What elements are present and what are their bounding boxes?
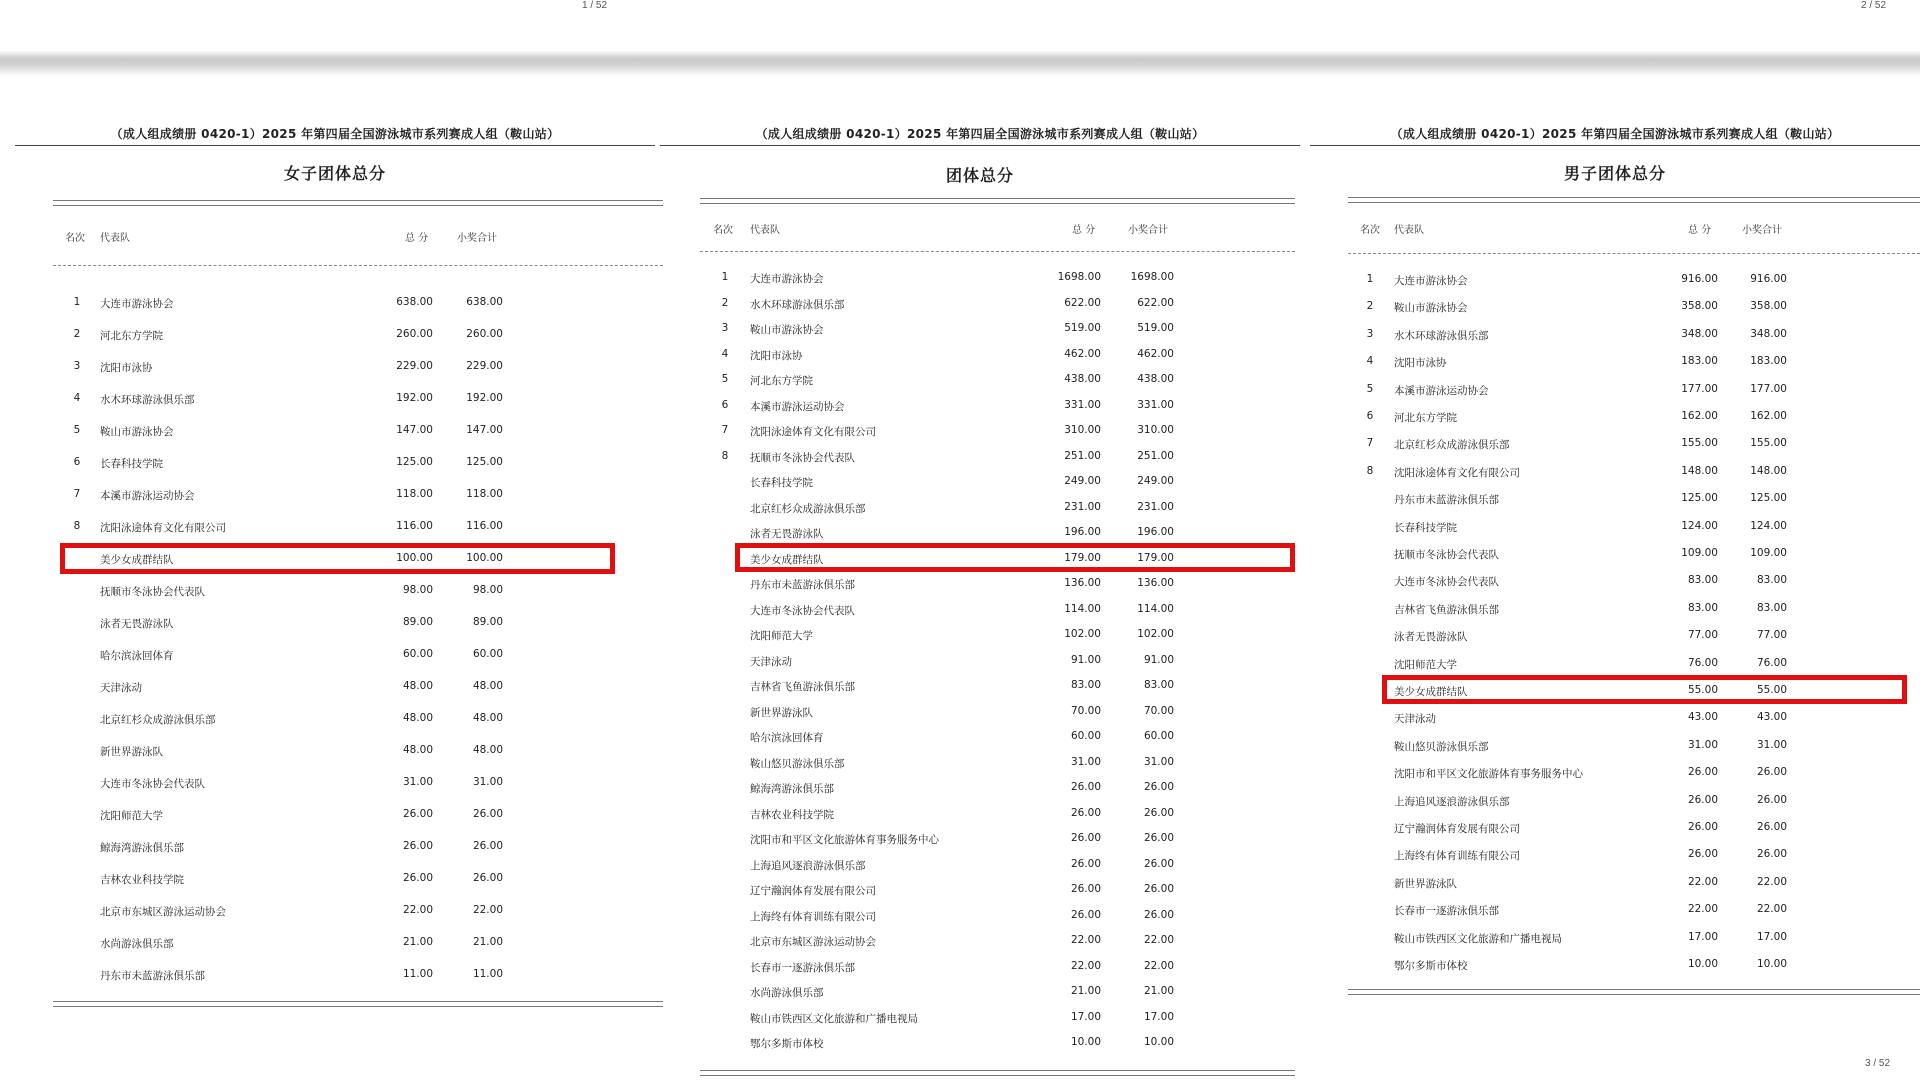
total-score-cell: 22.00 <box>1070 959 1101 972</box>
total-score-cell: 622.00 <box>1064 296 1101 309</box>
team-name-cell: 抚顺市冬泳协会代表队 <box>1394 549 1499 561</box>
total-score-cell: 76.00 <box>1687 656 1718 669</box>
total-score-cell: 22.00 <box>1070 934 1101 946</box>
team-name-cell: 水木环球游泳俱乐部 <box>1394 329 1489 342</box>
page-title: 团体总分 <box>945 166 1014 185</box>
subtotal-cell: 22.00 <box>472 904 503 916</box>
subtotal-cell: 125.00 <box>466 456 503 468</box>
page-number: 2 / 52 <box>1861 0 1887 11</box>
subtotal-cell: 1698.00 <box>1130 271 1174 283</box>
total-score-cell: 519.00 <box>1064 322 1101 334</box>
subtotal-cell: 83.00 <box>1756 601 1787 614</box>
rank-cell: 4 <box>73 392 81 404</box>
total-score-cell: 26.00 <box>402 840 433 852</box>
team-name-cell: 大连市冬泳协会代表队 <box>100 778 205 790</box>
subtotal-cell: 76.00 <box>1756 656 1787 669</box>
subtotal-cell: 231.00 <box>1137 500 1174 513</box>
total-score-cell: 310.00 <box>1064 424 1101 436</box>
subtotal-cell: 91.00 <box>1143 653 1174 666</box>
rank-cell: 8 <box>73 520 81 532</box>
team-name-cell: 沈阳师范大学 <box>750 630 813 642</box>
total-score-cell: 31.00 <box>402 776 433 788</box>
total-score-cell: 60.00 <box>1070 730 1101 742</box>
team-name-cell: 哈尔滨泳回体育 <box>750 732 824 744</box>
total-score-cell: 98.00 <box>402 584 433 596</box>
subtotal-cell: 260.00 <box>466 328 503 340</box>
team-name-cell: 泳者无畏游泳队 <box>1394 631 1468 644</box>
subtotal-cell: 55.00 <box>1756 684 1787 696</box>
subtotal-cell: 116.00 <box>466 520 503 532</box>
team-name-cell: 大连市冬泳协会代表队 <box>750 604 855 617</box>
total-score-cell: 118.00 <box>396 488 433 500</box>
total-score-cell: 183.00 <box>1681 355 1718 368</box>
subtotal-cell: 348.00 <box>1750 327 1787 340</box>
team-name-cell: 水尚游泳俱乐部 <box>750 987 824 999</box>
subtotal-cell: 196.00 <box>1137 526 1174 538</box>
team-name-cell: 鞍山市游泳协会 <box>750 324 824 336</box>
page-number: 1 / 52 <box>582 0 608 11</box>
total-score-cell: 1698.00 <box>1057 271 1101 283</box>
total-score-cell: 26.00 <box>1687 793 1718 806</box>
highlight-box <box>1382 675 1907 704</box>
total-score-cell: 116.00 <box>396 520 433 532</box>
team-name-cell: 沈阳泳途体育文化有限公司 <box>100 522 226 534</box>
page-overall-team-total <box>660 125 1300 1080</box>
team-name-cell: 丹东市未蓝游泳俱乐部 <box>1394 494 1499 507</box>
subtotal-cell: 251.00 <box>1137 449 1174 462</box>
total-score-cell: 125.00 <box>1681 492 1718 505</box>
team-name-cell: 天津泳动 <box>100 682 142 694</box>
page-number: 3 / 52 <box>1865 1058 1891 1069</box>
total-score-cell: 260.00 <box>396 328 433 340</box>
subtotal-cell: 26.00 <box>472 840 503 852</box>
total-score-cell: 358.00 <box>1681 300 1718 313</box>
subtotal-cell: 100.00 <box>466 552 503 564</box>
team-name-cell: 天津泳动 <box>1394 713 1436 726</box>
rank-cell: 5 <box>73 424 81 436</box>
rank-cell: 4 <box>721 347 729 360</box>
total-score-cell: 26.00 <box>1070 832 1101 844</box>
rank-cell: 1 <box>721 271 729 283</box>
team-name-cell: 沈阳市泳协 <box>100 362 153 374</box>
column-header-team: 代表队 <box>1394 225 1424 236</box>
subtotal-cell: 124.00 <box>1750 519 1787 532</box>
team-name-cell: 长春科技学院 <box>750 477 813 489</box>
rank-cell: 8 <box>1366 464 1374 477</box>
total-score-cell: 43.00 <box>1687 711 1718 724</box>
total-score-cell: 21.00 <box>402 936 433 948</box>
subtotal-cell: 26.00 <box>1143 806 1174 819</box>
total-score-cell: 21.00 <box>1070 985 1101 997</box>
subtotal-cell: 26.00 <box>472 872 503 884</box>
total-score-cell: 229.00 <box>396 360 433 372</box>
subtotal-cell: 22.00 <box>1143 959 1174 972</box>
bottom-double-rule <box>700 1070 1295 1076</box>
team-name-cell: 北京市东城区游泳运动协会 <box>100 906 226 918</box>
page-title: 女子团体总分 <box>283 164 386 183</box>
subtotal-cell: 916.00 <box>1750 273 1787 285</box>
team-name-cell: 泳者无畏游泳队 <box>750 528 824 540</box>
team-name-cell: 长春市一逐游泳俱乐部 <box>750 961 855 974</box>
team-name-cell: 河北东方学院 <box>1394 412 1457 424</box>
subtotal-cell: 638.00 <box>466 296 503 308</box>
total-score-cell: 462.00 <box>1064 347 1101 360</box>
total-score-cell: 48.00 <box>402 680 433 692</box>
total-score-cell: 26.00 <box>1070 857 1101 870</box>
subtotal-cell: 22.00 <box>1143 934 1174 946</box>
team-name-cell: 吉林省飞鱼游泳俱乐部 <box>1394 603 1499 616</box>
team-name-cell: 沈阳市和平区文化旅游体育事务服务中心 <box>750 834 939 846</box>
subtotal-cell: 83.00 <box>1756 574 1787 587</box>
team-name-cell: 吉林省飞鱼游泳俱乐部 <box>750 681 855 693</box>
total-score-cell: 109.00 <box>1681 547 1718 559</box>
team-name-cell: 沈阳市泳协 <box>1394 357 1447 370</box>
total-score-cell: 60.00 <box>402 648 433 660</box>
team-name-cell: 辽宁瀚润体育发展有限公司 <box>1394 823 1520 835</box>
total-score-cell: 11.00 <box>402 968 433 980</box>
team-name-cell: 长春科技学院 <box>100 458 163 470</box>
team-name-cell: 新世界游泳队 <box>750 706 813 719</box>
team-name-cell: 大连市游泳协会 <box>1394 275 1468 287</box>
subtotal-cell: 331.00 <box>1137 398 1174 411</box>
subtotal-cell: 26.00 <box>472 808 503 820</box>
rank-cell: 6 <box>73 456 81 468</box>
team-name-cell: 沈阳泳途体育文化有限公司 <box>750 426 876 438</box>
total-score-cell: 48.00 <box>402 712 433 724</box>
total-score-cell: 26.00 <box>402 808 433 820</box>
rank-cell: 4 <box>1366 355 1374 368</box>
page-gap-shadow <box>0 50 1920 76</box>
subtotal-cell: 26.00 <box>1143 832 1174 844</box>
team-name-cell: 北京红杉众成游泳俱乐部 <box>100 714 216 726</box>
subtotal-cell: 26.00 <box>1143 883 1174 895</box>
rank-cell: 7 <box>73 488 81 500</box>
team-name-cell: 长春科技学院 <box>1394 521 1457 534</box>
team-name-cell: 美少女成群结队 <box>1394 686 1468 698</box>
team-name-cell: 沈阳市和平区文化旅游体育事务服务中心 <box>1394 768 1583 781</box>
total-score-cell: 26.00 <box>1687 848 1718 861</box>
subtotal-cell: 89.00 <box>472 616 503 628</box>
total-score-cell: 179.00 <box>1064 551 1101 564</box>
subtotal-cell: 114.00 <box>1137 602 1174 615</box>
total-score-cell: 100.00 <box>396 552 433 564</box>
team-name-cell: 本溪市游泳运动协会 <box>750 400 845 413</box>
team-name-cell: 长春市一逐游泳俱乐部 <box>1394 905 1499 918</box>
total-score-cell: 147.00 <box>396 424 433 436</box>
page-title: 男子团体总分 <box>1563 164 1666 183</box>
total-score-cell: 91.00 <box>1070 653 1101 666</box>
team-name-cell: 鄂尔多斯市体校 <box>1394 960 1468 972</box>
subtotal-cell: 70.00 <box>1143 704 1174 717</box>
subtotal-cell: 48.00 <box>472 712 503 724</box>
subtotal-cell: 26.00 <box>1756 793 1787 806</box>
subtotal-cell: 249.00 <box>1137 475 1174 487</box>
subtotal-cell: 155.00 <box>1750 437 1787 450</box>
team-name-cell: 丹东市未蓝游泳俱乐部 <box>100 970 205 982</box>
subtotal-cell: 31.00 <box>472 776 503 788</box>
bottom-double-rule <box>1348 989 1920 995</box>
team-name-cell: 本溪市游泳运动协会 <box>1394 384 1489 397</box>
total-score-cell: 231.00 <box>1064 500 1101 513</box>
results-table <box>1310 125 1920 1005</box>
highlight-box <box>60 543 615 574</box>
team-name-cell: 水木环球游泳俱乐部 <box>100 394 195 406</box>
total-score-cell: 17.00 <box>1070 1010 1101 1023</box>
column-header-total: 总 分 <box>1072 225 1096 236</box>
subtotal-cell: 125.00 <box>1750 492 1787 505</box>
team-name-cell: 辽宁瀚润体育发展有限公司 <box>750 885 876 897</box>
total-score-cell: 26.00 <box>1687 821 1718 833</box>
total-score-cell: 124.00 <box>1681 519 1718 532</box>
subtotal-cell: 26.00 <box>1756 821 1787 833</box>
total-score-cell: 89.00 <box>402 616 433 628</box>
team-name-cell: 北京红杉众成游泳俱乐部 <box>750 502 866 515</box>
subtotal-cell: 462.00 <box>1137 347 1174 360</box>
subtotal-cell: 60.00 <box>472 648 503 660</box>
team-name-cell: 丹东市未蓝游泳俱乐部 <box>750 579 855 591</box>
subtotal-cell: 310.00 <box>1137 424 1174 436</box>
team-name-cell: 大连市游泳协会 <box>100 298 174 310</box>
rank-cell: 3 <box>1366 327 1374 340</box>
rank-cell: 3 <box>721 322 729 334</box>
total-score-cell: 22.00 <box>1687 875 1718 888</box>
team-name-cell: 美少女成群结队 <box>100 554 174 566</box>
subtotal-cell: 77.00 <box>1756 629 1787 642</box>
rank-cell: 2 <box>1366 300 1374 313</box>
subtotal-cell: 10.00 <box>1756 958 1787 970</box>
team-name-cell: 河北东方学院 <box>100 330 163 342</box>
total-score-cell: 438.00 <box>1064 373 1101 385</box>
team-name-cell: 水木环球游泳俱乐部 <box>750 298 845 311</box>
rank-cell: 7 <box>721 424 729 436</box>
rank-cell: 2 <box>73 328 81 340</box>
team-name-cell: 新世界游泳队 <box>1394 877 1457 890</box>
total-score-cell: 177.00 <box>1681 382 1718 395</box>
total-score-cell: 348.00 <box>1681 327 1718 340</box>
subtotal-cell: 26.00 <box>1143 781 1174 793</box>
column-header-subtotal: 小奖合计 <box>1128 225 1168 236</box>
subtotal-cell: 48.00 <box>472 680 503 692</box>
results-table <box>660 125 1300 1080</box>
team-name-cell: 泳者无畏游泳队 <box>100 618 174 630</box>
team-name-cell: 鞍山悠贝游泳俱乐部 <box>750 757 845 770</box>
column-header-total: 总 分 <box>405 233 429 244</box>
subtotal-cell: 519.00 <box>1137 322 1174 334</box>
subtotal-cell: 22.00 <box>1756 903 1787 916</box>
total-score-cell: 83.00 <box>1687 574 1718 587</box>
rank-cell: 1 <box>1366 273 1374 285</box>
subtotal-cell: 26.00 <box>1756 848 1787 861</box>
team-name-cell: 鞍山市铁西区文化旅游和广播电视局 <box>750 1012 918 1025</box>
team-name-cell: 吉林农业科技学院 <box>100 874 184 886</box>
subtotal-cell: 31.00 <box>1756 738 1787 751</box>
rank-cell: 6 <box>1366 410 1374 422</box>
subtotal-cell: 183.00 <box>1750 355 1787 368</box>
column-header-rank: 名次 <box>1360 225 1380 236</box>
subtotal-cell: 43.00 <box>1756 711 1787 724</box>
column-header-team: 代表队 <box>100 233 130 244</box>
total-score-cell: 125.00 <box>396 456 433 468</box>
team-name-cell: 沈阳泳途体育文化有限公司 <box>1394 466 1520 479</box>
total-score-cell: 26.00 <box>1687 766 1718 779</box>
document-header: （成人组成绩册 0420-1）2025 年第四届全国游泳城市系列赛成人组（鞍山站） <box>110 127 560 141</box>
rank-cell: 5 <box>721 373 729 385</box>
team-name-cell: 上海终有体育训练有限公司 <box>1394 850 1520 863</box>
team-name-cell: 天津泳动 <box>750 655 792 668</box>
subtotal-cell: 192.00 <box>466 392 503 404</box>
page-women-team-total <box>15 125 655 1025</box>
bottom-double-rule <box>53 1001 663 1007</box>
subtotal-cell: 177.00 <box>1750 382 1787 395</box>
total-score-cell: 31.00 <box>1687 738 1718 751</box>
rank-cell: 8 <box>721 449 729 462</box>
total-score-cell: 10.00 <box>1070 1036 1101 1048</box>
subtotal-cell: 148.00 <box>1750 464 1787 477</box>
total-score-cell: 331.00 <box>1064 398 1101 411</box>
subtotal-cell: 622.00 <box>1137 296 1174 309</box>
subtotal-cell: 48.00 <box>472 744 503 756</box>
document-header: （成人组成绩册 0420-1）2025 年第四届全国游泳城市系列赛成人组（鞍山站） <box>1390 127 1840 141</box>
total-score-cell: 70.00 <box>1070 704 1101 717</box>
subtotal-cell: 162.00 <box>1750 410 1787 422</box>
subtotal-cell: 22.00 <box>1756 875 1787 888</box>
subtotal-cell: 179.00 <box>1137 551 1174 564</box>
team-name-cell: 大连市冬泳协会代表队 <box>1394 576 1499 589</box>
subtotal-cell: 10.00 <box>1143 1036 1174 1048</box>
team-name-cell: 河北东方学院 <box>750 375 813 387</box>
total-score-cell: 114.00 <box>1064 602 1101 615</box>
team-name-cell: 上海追风逐浪游泳俱乐部 <box>750 859 866 872</box>
team-name-cell: 鞍山市游泳协会 <box>100 426 174 438</box>
subtotal-cell: 26.00 <box>1756 766 1787 779</box>
total-score-cell: 83.00 <box>1070 679 1101 691</box>
total-score-cell: 102.00 <box>1064 628 1101 640</box>
total-score-cell: 22.00 <box>402 904 433 916</box>
subtotal-cell: 147.00 <box>466 424 503 436</box>
subtotal-cell: 229.00 <box>466 360 503 372</box>
total-score-cell: 26.00 <box>1070 781 1101 793</box>
team-name-cell: 北京市东城区游泳运动协会 <box>750 936 876 948</box>
subtotal-cell: 109.00 <box>1750 547 1787 559</box>
team-name-cell: 沈阳师范大学 <box>100 810 163 822</box>
column-header-subtotal: 小奖合计 <box>457 233 497 244</box>
total-score-cell: 26.00 <box>1070 908 1101 921</box>
total-score-cell: 48.00 <box>402 744 433 756</box>
subtotal-cell: 83.00 <box>1143 679 1174 691</box>
subtotal-cell: 26.00 <box>1143 908 1174 921</box>
rank-cell: 7 <box>1366 437 1374 450</box>
team-name-cell: 抚顺市冬泳协会代表队 <box>100 586 205 598</box>
subtotal-cell: 31.00 <box>1143 755 1174 768</box>
team-name-cell: 鞍山市铁西区文化旅游和广播电视局 <box>1394 932 1562 945</box>
total-score-cell: 251.00 <box>1064 449 1101 462</box>
subtotal-cell: 98.00 <box>472 584 503 596</box>
team-name-cell: 新世界游泳队 <box>100 746 163 758</box>
column-header-team: 代表队 <box>750 225 780 236</box>
team-name-cell: 沈阳市泳协 <box>750 349 803 362</box>
rank-cell: 6 <box>721 398 729 411</box>
total-score-cell: 916.00 <box>1681 273 1718 285</box>
subtotal-cell: 102.00 <box>1137 628 1174 640</box>
total-score-cell: 136.00 <box>1064 577 1101 589</box>
subtotal-cell: 21.00 <box>472 936 503 948</box>
team-name-cell: 鲸海湾游泳俱乐部 <box>100 842 184 854</box>
team-name-cell: 本溪市游泳运动协会 <box>100 490 195 502</box>
total-score-cell: 162.00 <box>1681 410 1718 422</box>
total-score-cell: 77.00 <box>1687 629 1718 642</box>
team-name-cell: 美少女成群结队 <box>750 553 824 566</box>
total-score-cell: 22.00 <box>1687 903 1718 916</box>
team-name-cell: 上海终有体育训练有限公司 <box>750 910 876 923</box>
team-name-cell: 鞍山市游泳协会 <box>1394 302 1468 315</box>
rank-cell: 3 <box>73 360 81 372</box>
column-header-subtotal: 小奖合计 <box>1742 225 1782 236</box>
subtotal-cell: 358.00 <box>1750 300 1787 313</box>
team-name-cell: 鄂尔多斯市体校 <box>750 1038 824 1050</box>
total-score-cell: 10.00 <box>1687 958 1718 970</box>
team-name-cell: 哈尔滨泳回体育 <box>100 650 174 662</box>
subtotal-cell: 17.00 <box>1756 930 1787 943</box>
rank-cell: 1 <box>73 296 81 308</box>
subtotal-cell: 136.00 <box>1137 577 1174 589</box>
team-name-cell: 鲸海湾游泳俱乐部 <box>750 783 834 795</box>
rank-cell: 2 <box>721 296 729 309</box>
team-name-cell: 抚顺市冬泳协会代表队 <box>750 451 855 464</box>
subtotal-cell: 118.00 <box>466 488 503 500</box>
subtotal-cell: 17.00 <box>1143 1010 1174 1023</box>
subtotal-cell: 21.00 <box>1143 985 1174 997</box>
total-score-cell: 83.00 <box>1687 601 1718 614</box>
total-score-cell: 26.00 <box>402 872 433 884</box>
team-name-cell: 吉林农业科技学院 <box>750 808 834 821</box>
team-name-cell: 水尚游泳俱乐部 <box>100 938 174 950</box>
column-header-rank: 名次 <box>713 225 733 236</box>
total-score-cell: 31.00 <box>1070 755 1101 768</box>
subtotal-cell: 60.00 <box>1143 730 1174 742</box>
page-men-team-total <box>1310 125 1920 1005</box>
subtotal-cell: 438.00 <box>1137 373 1174 385</box>
document-header: （成人组成绩册 0420-1）2025 年第四届全国游泳城市系列赛成人组（鞍山站） <box>755 127 1205 141</box>
rank-cell: 5 <box>1366 382 1374 395</box>
total-score-cell: 192.00 <box>396 392 433 404</box>
team-name-cell: 上海追风逐浪游泳俱乐部 <box>1394 795 1510 808</box>
team-name-cell: 北京红杉众成游泳俱乐部 <box>1394 439 1510 452</box>
team-name-cell: 沈阳师范大学 <box>1394 658 1457 671</box>
total-score-cell: 196.00 <box>1064 526 1101 538</box>
total-score-cell: 249.00 <box>1064 475 1101 487</box>
total-score-cell: 148.00 <box>1681 464 1718 477</box>
highlight-box <box>735 543 1295 572</box>
team-name-cell: 鞍山悠贝游泳俱乐部 <box>1394 740 1489 753</box>
team-name-cell: 大连市游泳协会 <box>750 273 824 285</box>
column-header-total: 总 分 <box>1688 225 1712 236</box>
subtotal-cell: 26.00 <box>1143 857 1174 870</box>
results-table <box>15 125 655 1025</box>
column-header-rank: 名次 <box>65 233 85 244</box>
total-score-cell: 155.00 <box>1681 437 1718 450</box>
subtotal-cell: 11.00 <box>472 968 503 980</box>
total-score-cell: 55.00 <box>1687 684 1718 696</box>
total-score-cell: 26.00 <box>1070 883 1101 895</box>
total-score-cell: 638.00 <box>396 296 433 308</box>
total-score-cell: 26.00 <box>1070 806 1101 819</box>
total-score-cell: 17.00 <box>1687 930 1718 943</box>
